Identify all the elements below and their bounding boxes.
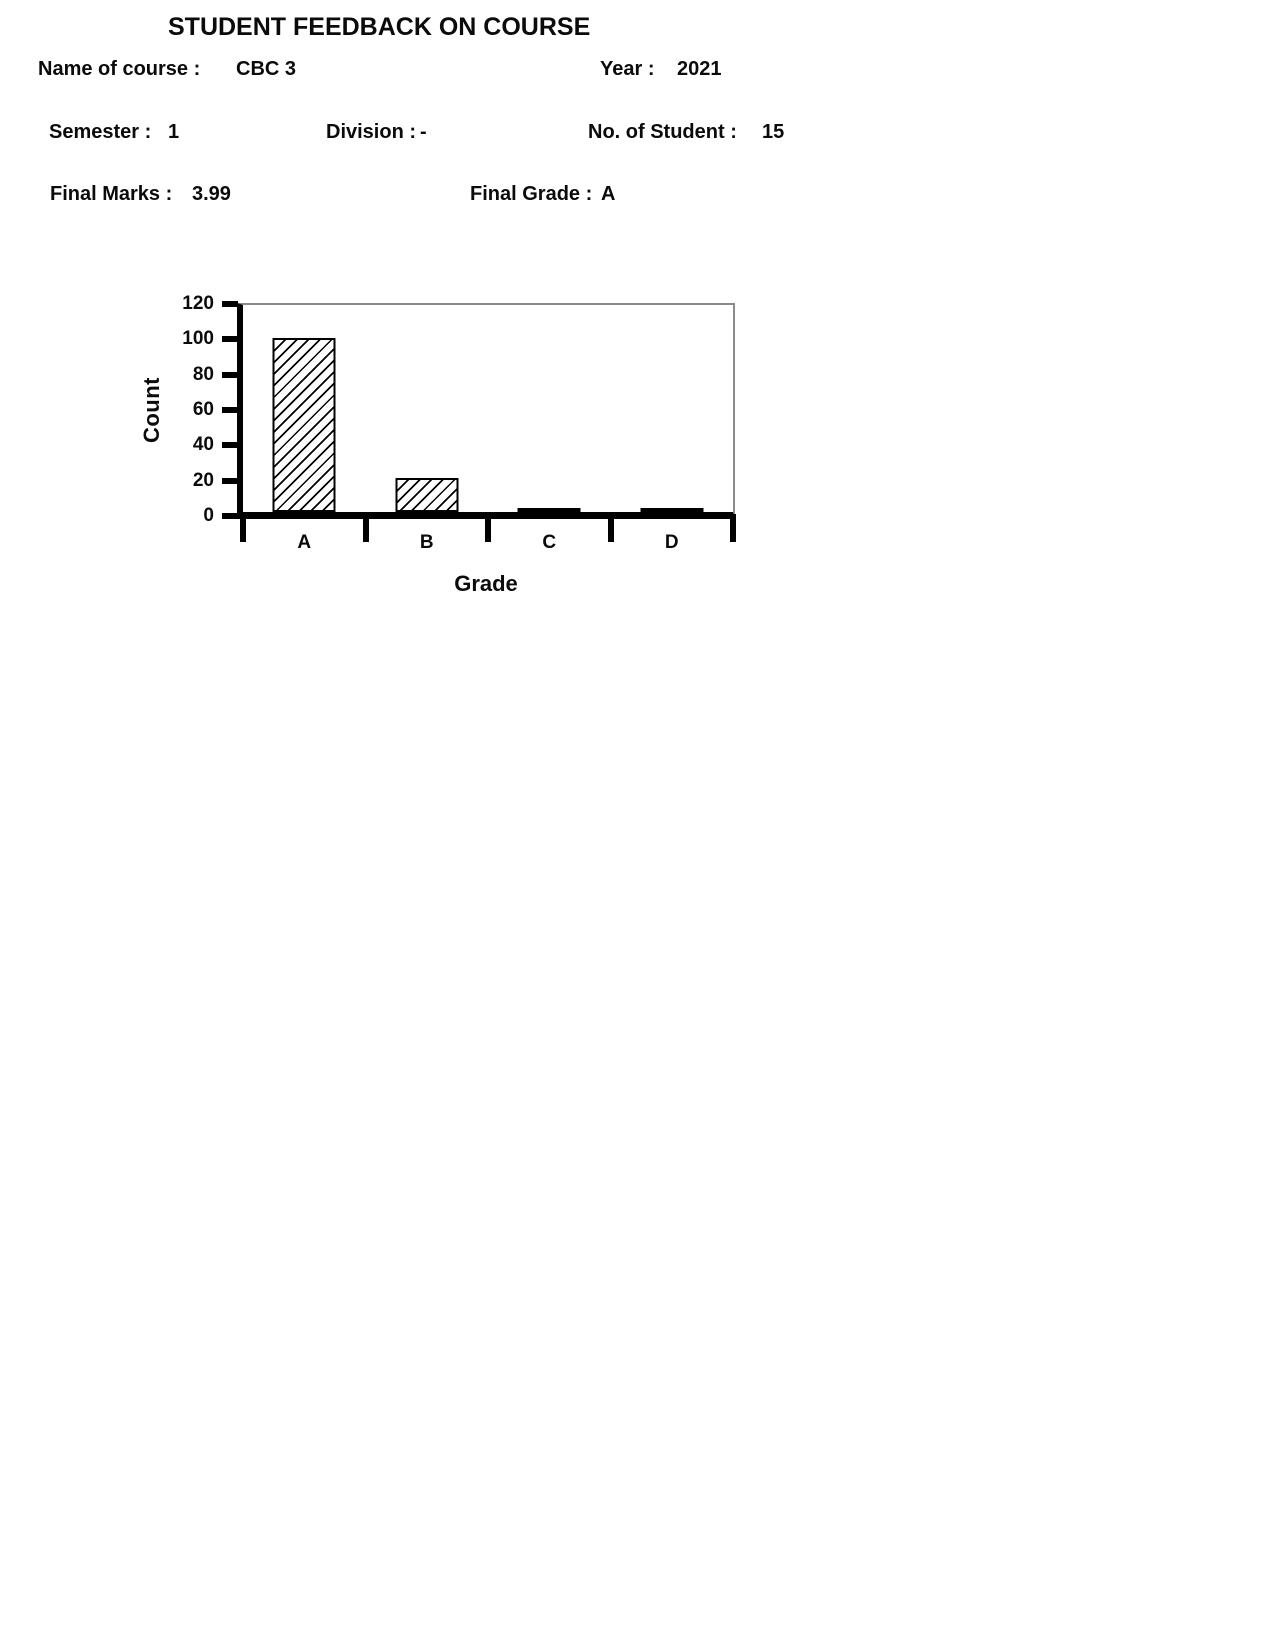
y-axis-tick [222, 442, 238, 448]
x-category-label-C: C [542, 532, 557, 553]
final-marks-label: Final Marks : [50, 183, 173, 205]
course-name-label: Name of course : [38, 58, 201, 80]
semester-value: 1 [168, 121, 180, 143]
final-grade-label: Final Grade : [470, 183, 593, 205]
bar-A [273, 338, 336, 512]
y-tick-label-80: 80 [192, 363, 214, 385]
y-tick-label-120: 120 [182, 293, 214, 314]
bar-C [518, 508, 581, 512]
page-title: STUDENT FEEDBACK ON COURSE [168, 13, 591, 41]
y-tick-label-40: 40 [192, 434, 214, 456]
division-label: Division : [326, 121, 417, 143]
x-axis-tick [240, 514, 246, 542]
x-category-label-D: D [664, 532, 679, 553]
final-grade-value: A [601, 183, 616, 205]
y-tick-label-0: 0 [203, 505, 214, 526]
bar-D [640, 508, 703, 512]
y-tick-label-20: 20 [192, 469, 214, 491]
x-axis-tick [730, 514, 736, 542]
y-axis-title: Count [139, 376, 164, 444]
year-value: 2021 [677, 58, 722, 80]
x-axis-tick [363, 514, 369, 542]
x-category-label-A: A [297, 532, 312, 553]
students-value: 15 [762, 121, 785, 143]
x-axis-tick [608, 514, 614, 542]
y-axis-tick [222, 301, 238, 307]
y-axis-tick [222, 372, 238, 378]
y-axis-tick [222, 336, 238, 342]
x-category-label-B: B [419, 532, 434, 553]
y-axis-tick [222, 407, 238, 413]
final-marks-value: 3.99 [192, 183, 231, 205]
x-axis-title: Grade [454, 571, 518, 596]
y-axis-tick [222, 478, 238, 484]
y-tick-label-60: 60 [192, 399, 214, 420]
division-value: - [420, 121, 427, 143]
x-axis-tick [485, 514, 491, 542]
y-axis-tick [222, 513, 238, 519]
plot-area [237, 303, 735, 553]
bar-B [395, 478, 458, 512]
grade-distribution-chart [0, 0, 800, 640]
year-label: Year : [600, 58, 655, 80]
semester-label: Semester : [49, 121, 152, 143]
students-label: No. of Student : [588, 121, 737, 143]
course-name-value: CBC 3 [236, 58, 297, 80]
y-tick-label-100: 100 [182, 328, 214, 350]
